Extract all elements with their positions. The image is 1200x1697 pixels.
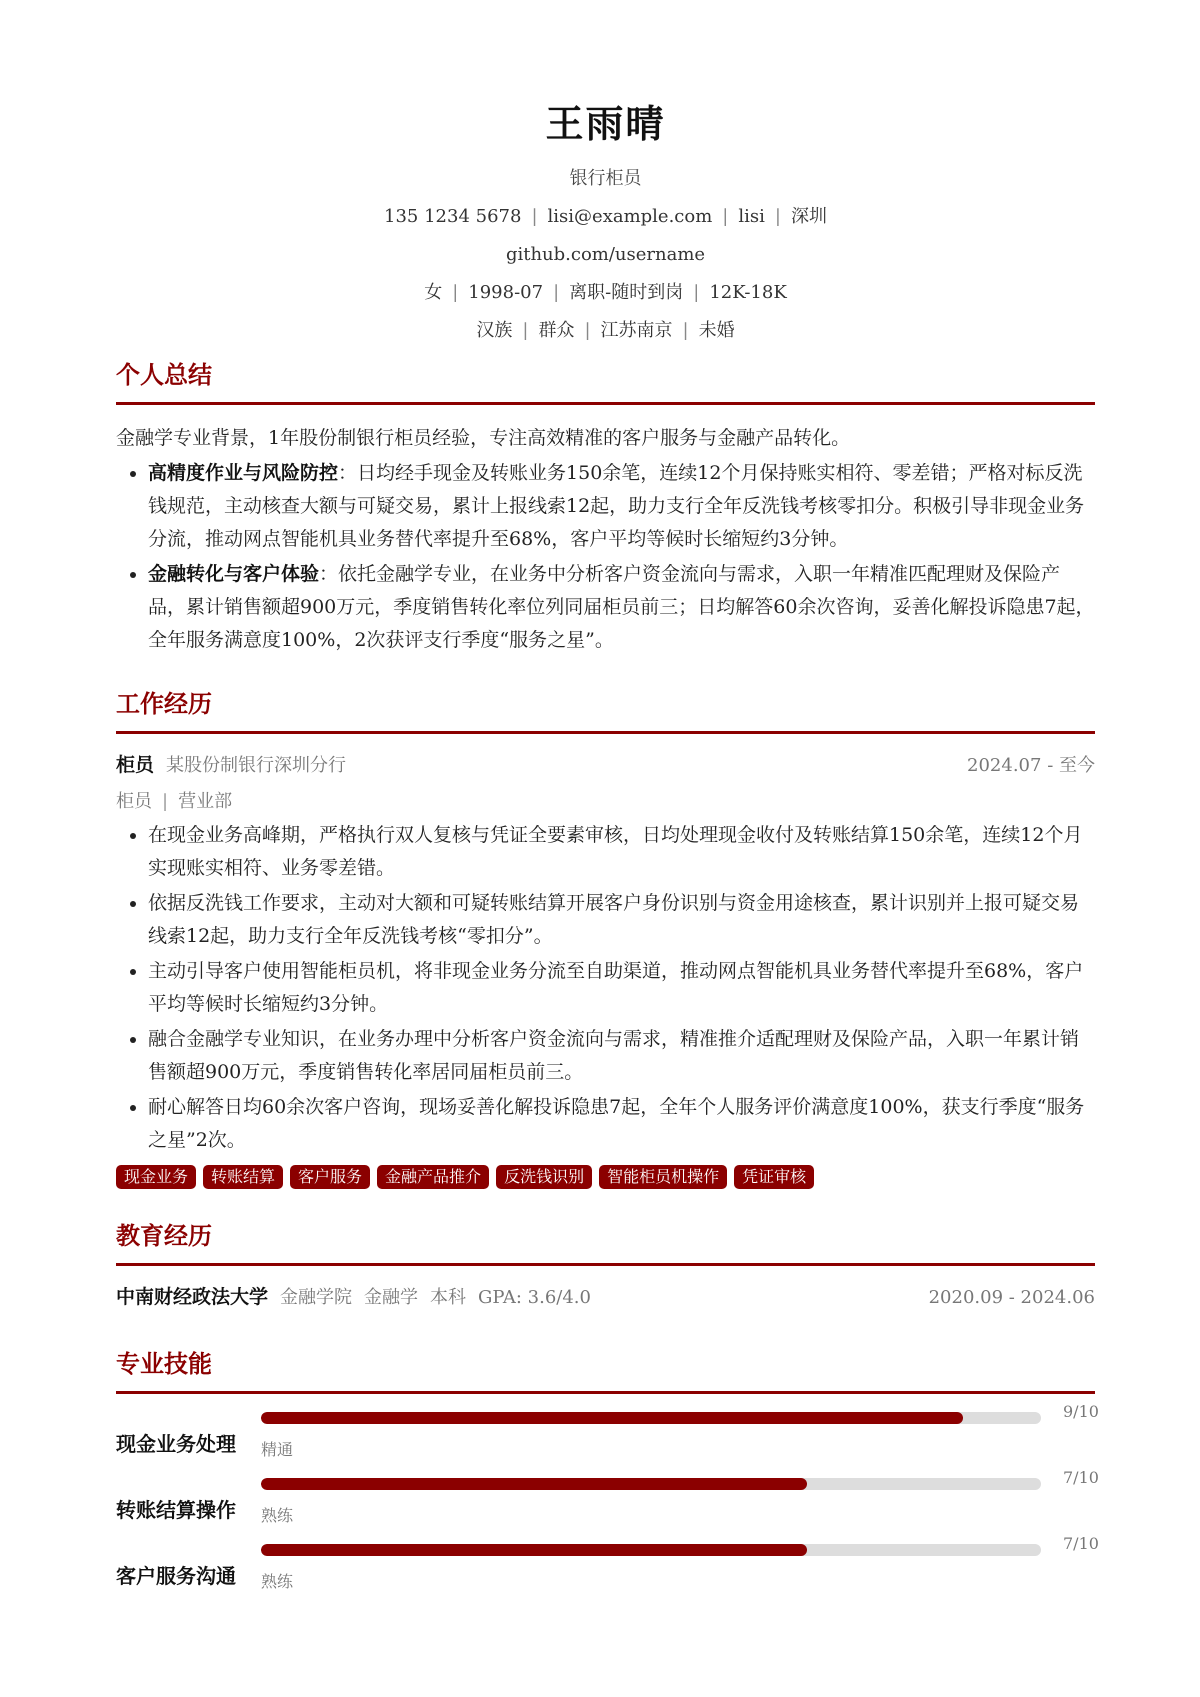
list-item: • 融合金融学专业知识，在业务办理中分析客户资金流向与需求，精准推介适配理财及保险产品，入职一年累计销售额超900万元，季度销售转化率居同届柜员前三。	[148, 1023, 1095, 1089]
skill-name: 转账结算操作	[116, 1498, 236, 1522]
skill-tag: 金融产品推介	[377, 1165, 489, 1189]
github-line	[116, 242, 1095, 268]
skill-score: 7/10	[1063, 1468, 1099, 1487]
skill-score: 9/10	[1063, 1402, 1099, 1421]
list-item: • 在现金业务高峰期，严格执行双人复核与凭证全要素审核，日均处理现金收付及转账结算150余笔，连续12个月实现账实相符、业务零差错。	[148, 819, 1095, 885]
hometown: 江苏南京	[600, 320, 673, 341]
phone: 135 1234 5678	[384, 206, 522, 227]
background-line: 汉族 | 群众 | 江苏南京 | 未婚	[476, 320, 735, 341]
work-section	[116, 687, 1095, 1189]
education-date: 2020.09 - 2024.06	[928, 1287, 1095, 1308]
email: lisi@example.com	[547, 206, 713, 227]
job-date: 2024.07 - 至今	[967, 755, 1095, 776]
skill-bar	[261, 1544, 1041, 1556]
school-name: 中南财经政法大学	[116, 1286, 269, 1308]
section-title: 个人总结	[116, 358, 1095, 405]
skills-section	[116, 1347, 1099, 1592]
point-label: 金融转化与客户体验	[148, 563, 320, 585]
birth: 1998-07	[468, 282, 544, 303]
job-company: 某股份制银行深圳分行	[166, 755, 347, 776]
point-text: ：日均经手现金及转账业务150余笔，连续12个月保持账实相符、零差错；严格对标反洗钱规范，主动核查大额与可疑交易，累计上报线索12起，助力支行全年反洗钱考核零扣分。积极引导非现金业务分流，推动网点智能机具业务替代率提升至68%，客户平均等候时长缩短约3分钟。	[148, 462, 1085, 550]
skill-item	[116, 1468, 1099, 1526]
list-item	[148, 558, 1095, 657]
skill-bar	[261, 1478, 1041, 1490]
skill-name: 现金业务处理	[116, 1432, 236, 1456]
username: lisi	[738, 206, 765, 227]
list-item: • 耐心解答日均60余次客户咨询，现场妥善化解投诉隐患7起，全年个人服务评价满意度100%，获支行季度“服务之星”2次。	[148, 1091, 1095, 1157]
skill-level: 熟练	[261, 1572, 294, 1591]
skill-tags	[116, 1165, 1095, 1189]
job-title: 银行柜员	[569, 168, 642, 189]
skill-item	[116, 1402, 1099, 1460]
contact-line: 135 1234 5678 | lisi@example.com | lisi | 深圳	[384, 206, 827, 227]
section-title: 工作经历	[116, 687, 1095, 734]
skill-tag: 反洗钱识别	[496, 1165, 592, 1189]
gpa: GPA: 3.6/4.0	[478, 1287, 591, 1308]
skill-level: 精通	[261, 1440, 294, 1459]
political-status: 群众	[538, 320, 575, 341]
college: 金融学院	[280, 1287, 353, 1308]
skill-bar-fill	[261, 1478, 807, 1490]
skill-score: 7/10	[1063, 1534, 1099, 1553]
skill-name: 客户服务沟通	[116, 1564, 236, 1588]
section-title: 教育经历	[116, 1219, 1095, 1266]
point-label: 高精度作业与风险防控	[148, 462, 339, 484]
github-link[interactable]: github.com/username	[505, 244, 706, 265]
ethnicity: 汉族	[476, 320, 513, 341]
education-meta	[280, 1287, 603, 1308]
section-title: 专业技能	[116, 1347, 1095, 1394]
point-text: ：依托金融学专业，在业务中分析客户资金流向与需求，入职一年精准匹配理财及保险产品，累计销售额超900万元，季度销售转化率位列同届柜员前三；日均解答60余次咨询，妥善化解投诉隐患7起，全年服务满意度100%，2次获评支行季度“服务之星”。	[148, 563, 1095, 651]
list-item: • 依据反洗钱工作要求，主动对大额和可疑转账结算开展客户身份识别与资金用途核查，累计识别并上报可疑交易线索12起，助力支行全年反洗钱考核“零扣分”。	[148, 887, 1095, 953]
skill-tag: 转账结算	[203, 1165, 283, 1189]
education-row	[116, 1282, 1095, 1309]
skill-tag: 凭证审核	[734, 1165, 814, 1189]
gender: 女	[424, 282, 443, 303]
job-bullets	[116, 819, 1095, 1157]
skill-tag: 现金业务	[116, 1165, 196, 1189]
major: 金融学	[364, 1287, 419, 1308]
job-department: 营业部	[178, 791, 233, 812]
marital-status: 未婚	[698, 320, 735, 341]
skill-tag: 客户服务	[290, 1165, 370, 1189]
candidate-name: 王雨晴	[545, 101, 666, 146]
skill-bar	[261, 1412, 1041, 1424]
skill-bar-fill	[261, 1544, 807, 1556]
city: 深圳	[790, 206, 827, 227]
education-section	[116, 1219, 1095, 1309]
skill-item	[116, 1534, 1099, 1592]
job-subline: 柜员 | 营业部	[116, 791, 233, 812]
degree: 本科	[430, 1287, 467, 1308]
summary-intro: 金融学专业背景，1年股份制银行柜员经验，专注高效精准的客户服务与金融产品转化。	[116, 427, 851, 449]
skill-bar-fill	[261, 1412, 963, 1424]
summary-points	[116, 457, 1095, 657]
resume-header	[116, 0, 1095, 344]
list-item	[148, 457, 1095, 556]
job-role: 柜员	[116, 754, 155, 776]
personal-line: 女 | 1998-07 | 离职-随时到岗 | 12K-18K	[424, 282, 787, 303]
list-item: • 主动引导客户使用智能柜员机，将非现金业务分流至自助渠道，推动网点智能机具业务替代率提升至68%，客户平均等候时长缩短约3分钟。	[148, 955, 1095, 1021]
job-position: 柜员	[116, 791, 152, 812]
availability: 离职-随时到岗	[569, 282, 684, 303]
job-header	[116, 750, 1095, 777]
summary-section	[116, 358, 1095, 657]
skill-tag: 智能柜员机操作	[599, 1165, 727, 1189]
salary: 12K-18K	[709, 282, 787, 303]
skill-level: 熟练	[261, 1506, 294, 1525]
